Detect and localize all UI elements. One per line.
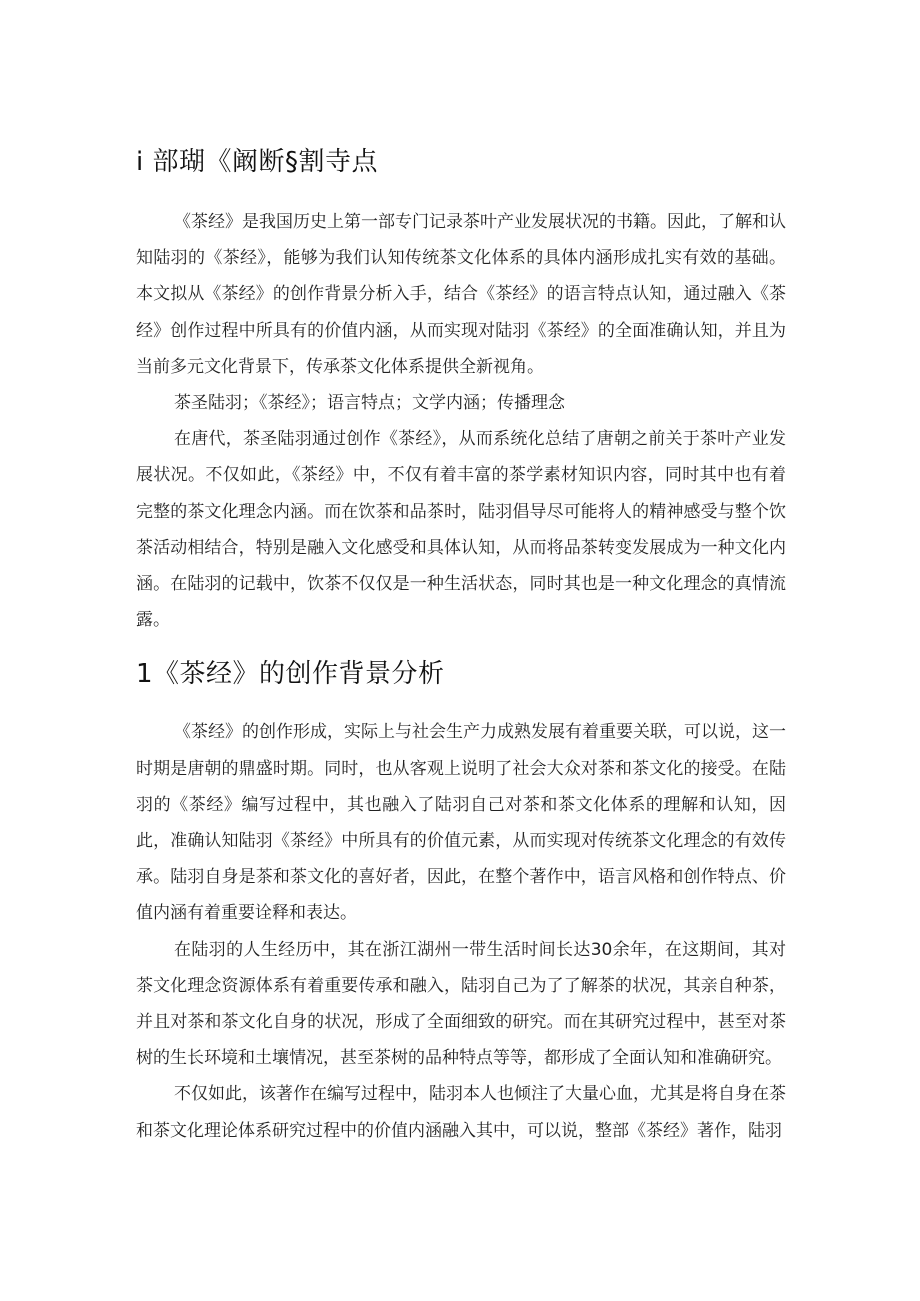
intro-paragraph: 在唐代，茶圣陆羽通过创作《茶经》，从而系统化总结了唐朝之前关于茶叶产业发展状况。不仅如此，《茶经》中，不仅有着丰富的茶学素材知识内容，同时其中也有着完整的茶文化理念内涵。而在饮茶和品茶时，陆羽倡导尽可能将人的精神感受与整个饮茶活动相结合，特别是融入文化感受和具体认知，从而将品茶转变发展成为一种文化内涵。在陆羽的记载中，饮茶不仅仅是一种生活状态，同时其也是一种文化理念的真情流露。 [136,429,786,631]
years-number: 30 [590,939,613,960]
section-heading-1: 1《茶经》的创作背景分析 [136,659,445,690]
section1-paragraph-1: 《茶经》的创作形成，实际上与社会生产力成熟发展有着重要关联，可以说，这一时期是唐朝的鼎盛时期。同时，也从客观上说明了社会大众对茶和茶文化的接受。在陆羽的《茶经》编写过程中，其也融入了陆羽自己对茶和茶文化体系的理解和认知，因此，准确认知陆羽《茶经》中所具有的价值元素，从而实现对传统茶文化理念的有效传承。陆羽自身是茶和茶文化的喜好者，因此，在整个著作中，语言风格和创作特点、价值内涵有着重要诠释和表达。 [136,722,786,924]
section1-paragraph-2 [136,932,786,1077]
document-body [136,140,786,1149]
section1-paragraph-2-part-a: 在陆羽的人生经历中，其在浙江湖州一带生活时间长达 [174,939,591,960]
section1-paragraph-3: 不仅如此，该著作在编写过程中，陆羽本人也倾注了大量心血，尤其是将自身在茶和茶文化理论体系研究过程中的价值内涵融入其中，可以说，整部《茶经》著作，陆羽 [136,1084,786,1141]
abstract-paragraph: 《茶经》是我国历史上第一部专门记录茶叶产业发展状况的书籍。因此，了解和认知陆羽的《茶经》，能够为我们认知传统茶文化体系的具体内涵形成扎实有效的基础。本文拟从《茶经》的创作背景分析入手，结合《茶经》的语言特点认知，通过融入《茶经》创作过程中所具有的价值内涵，从而实现对陆羽《茶经》的全面准确认知，并且为当前多元文化背景下，传承茶文化体系提供全新视角。 [136,212,786,377]
keywords-line: 茶圣陆羽；《茶经》；语言特点；文学内涵；传播理念 [174,393,565,414]
section1-paragraph-2-part-b: 余年，在这期间，其对茶文化理念资源体系有着重要传承和融入，陆羽自己为了了解茶的状况，其亲自种茶，并且对茶和茶文化自身的状况，形成了全面细致的研究。而在其研究过程中，甚至对茶树的生长环境和土壤情况，甚至茶树的品种特点等等，都形成了全面认知和准确研究。 [136,939,787,1069]
document-title: i 部瑚《阚断§割寺点 [136,147,378,177]
